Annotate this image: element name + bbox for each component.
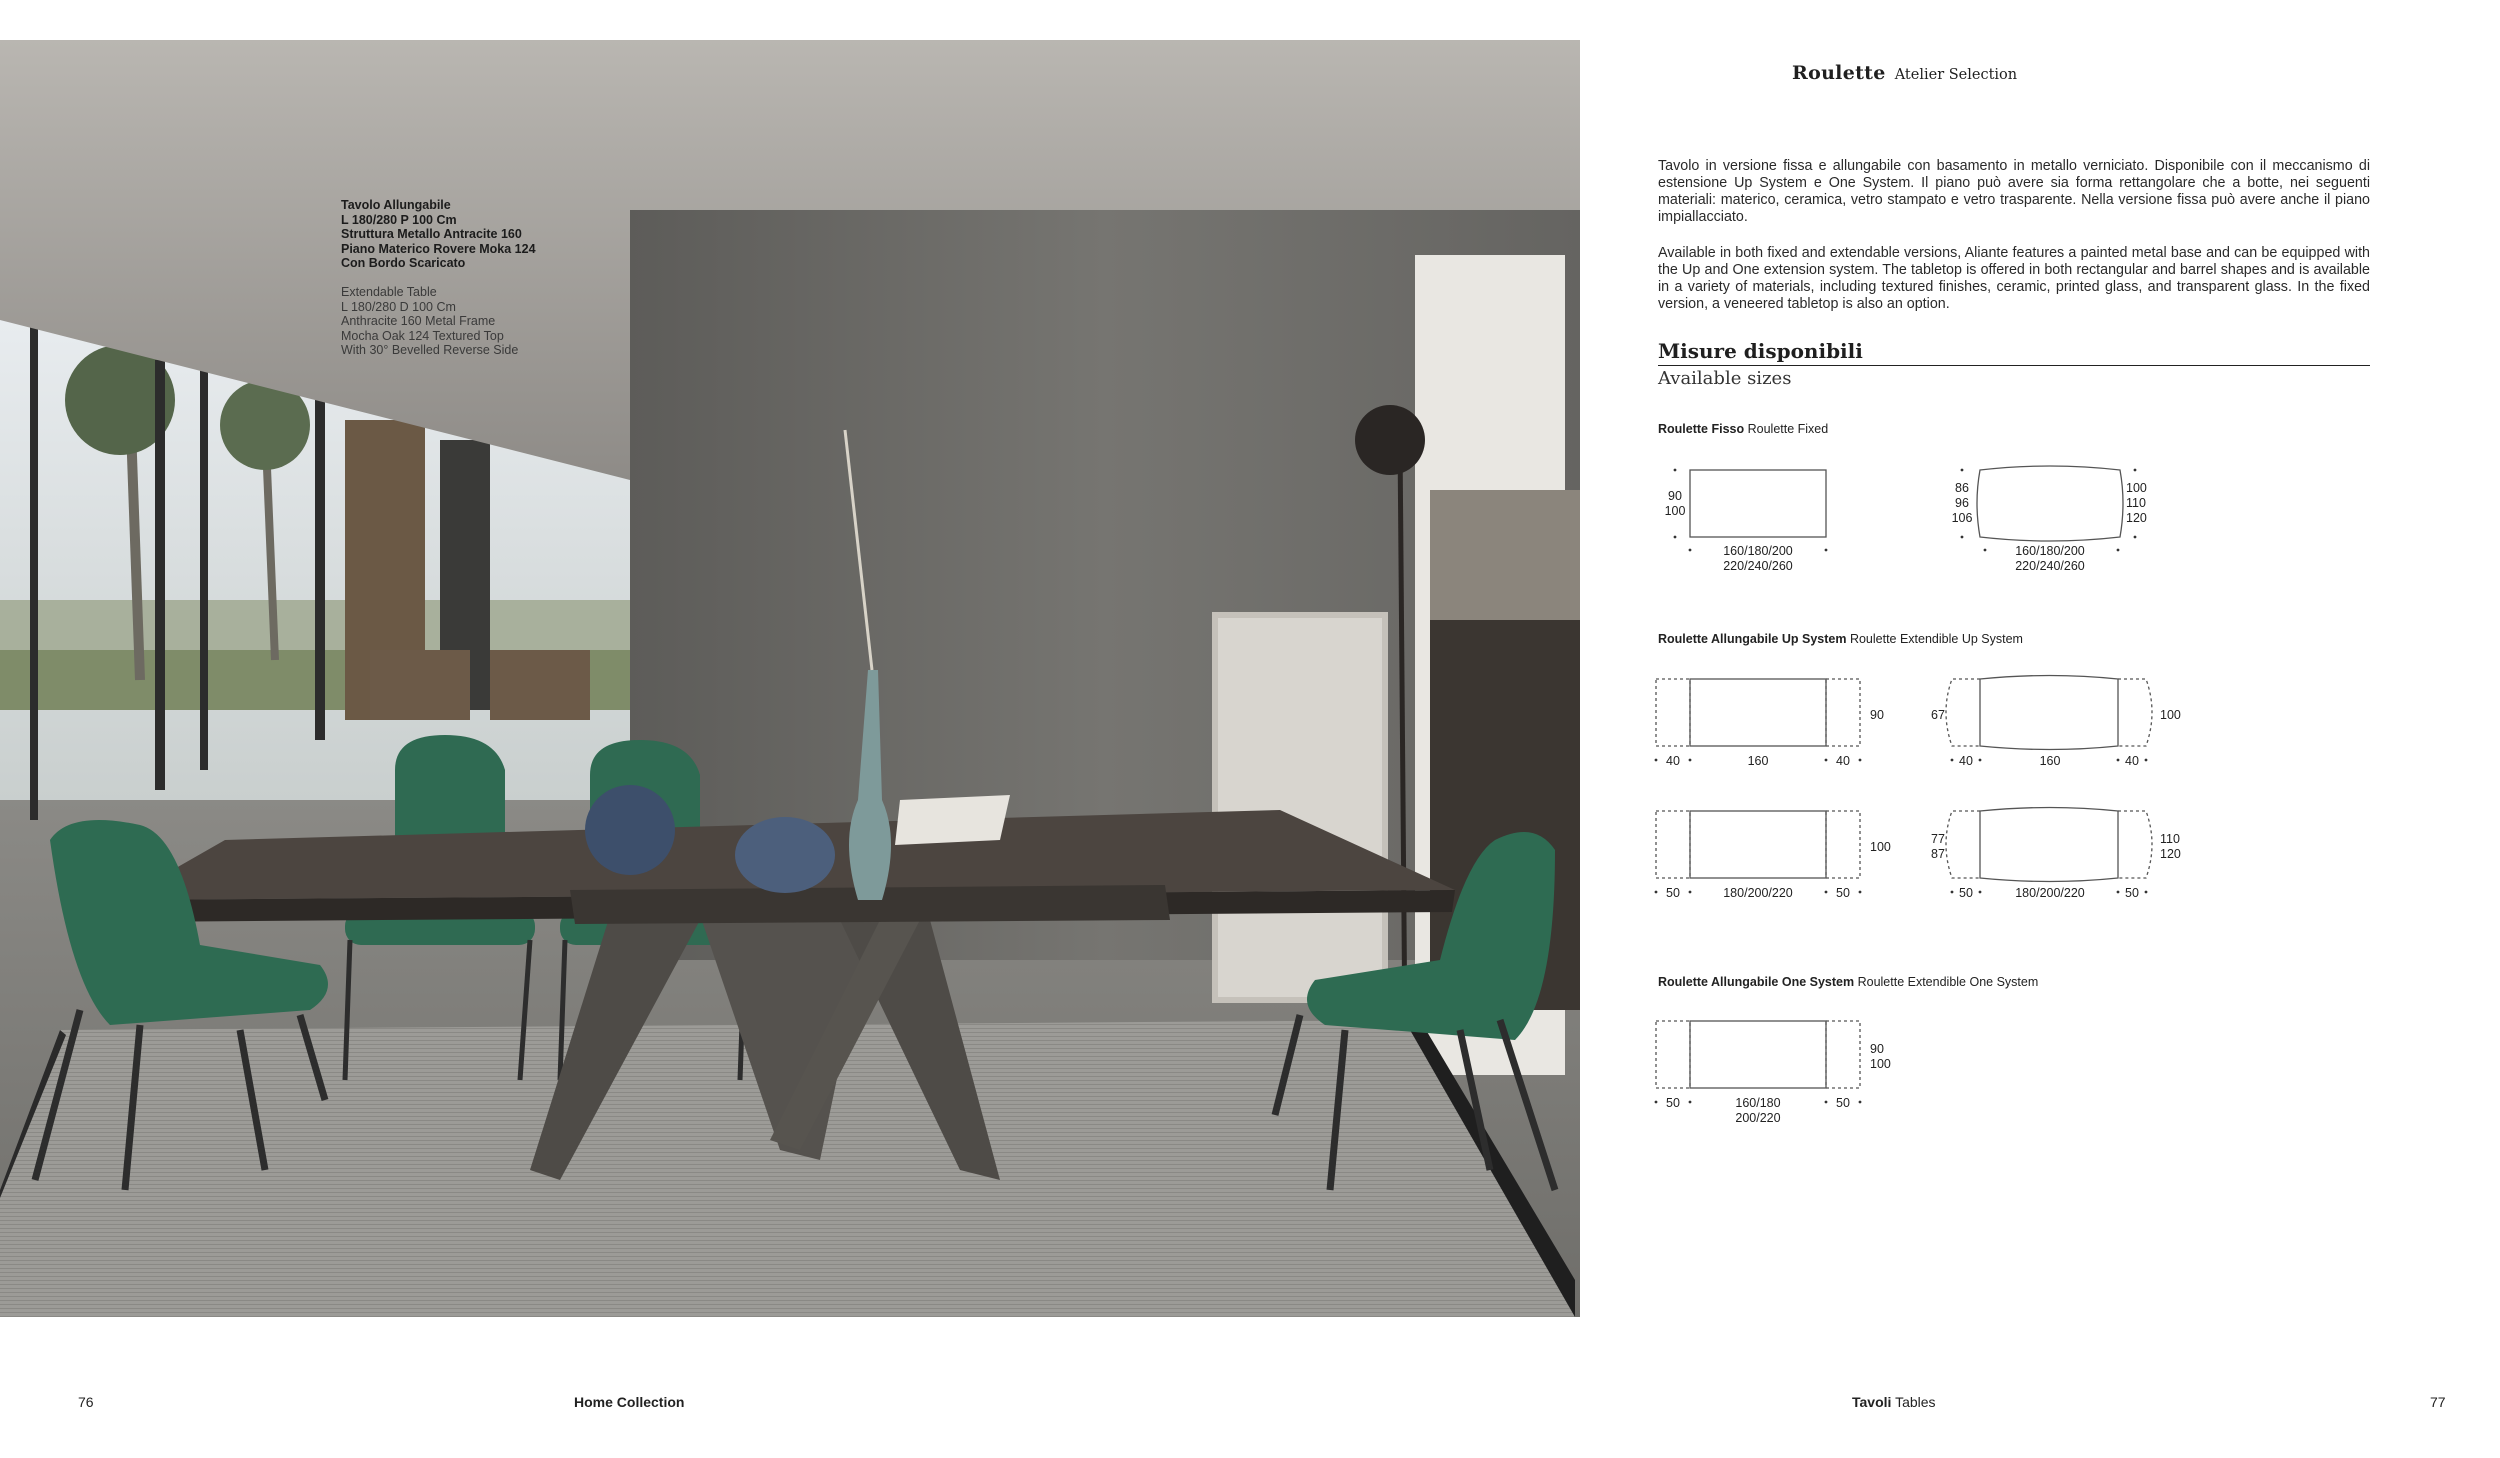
page-number-right: 77 [2430, 1394, 2446, 1410]
dining-room-illustration [0, 40, 1580, 1317]
dim-label: 160/180/200 [2015, 544, 2085, 558]
dim-label: 90 [1870, 708, 1884, 722]
one-rect-diagram [1656, 1021, 1860, 1088]
dim-label: 90 [1668, 489, 1682, 503]
caption-english [341, 285, 601, 358]
dim-label: 67 [1931, 708, 1945, 722]
caption-line: Struttura Metallo Antracite 160 [341, 227, 522, 242]
up-rect-a-diagram [1656, 679, 1860, 746]
dim-label: 180/200/220 [1723, 886, 1793, 900]
product-name: Roulette [1792, 62, 1886, 84]
dim-label: 50 [1666, 886, 1680, 900]
dim-label: 160/180 [1735, 1096, 1781, 1110]
dim-label: 220/240/260 [2015, 559, 2085, 573]
dim-label: 50 [1836, 886, 1850, 900]
dim-label: 100 [2160, 708, 2181, 722]
dim-label: 87 [1931, 847, 1945, 861]
footer-category-it: Tavoli [1852, 1394, 1892, 1410]
dim-label: 100 [2126, 481, 2147, 495]
dim-label: 160 [1747, 754, 1769, 768]
photo-caption [341, 198, 601, 358]
footer-category [1852, 1394, 1936, 1410]
caption-line: Mocha Oak 124 Textured Top [341, 328, 504, 343]
dim-label: 40 [1959, 754, 1973, 768]
fixed-rect-diagram [1690, 470, 1826, 537]
dim-label: 96 [1955, 496, 1969, 510]
sizes-heading-it: Misure disponibili [1658, 339, 1863, 363]
up-barrel-b-diagram [1946, 808, 2152, 882]
caption-italian [341, 198, 601, 271]
dim-label: 50 [1836, 1096, 1850, 1110]
dim-label: 100 [1870, 840, 1891, 854]
product-collection: Atelier Selection [1894, 67, 2018, 83]
dim-label: 100 [1870, 1057, 1891, 1071]
dim-label: 110 [2160, 832, 2180, 846]
dim-label: 50 [1959, 886, 1973, 900]
label-bold: Roulette Allungabile One System [1658, 975, 1855, 989]
dim-label: 160 [2039, 754, 2061, 768]
dim-label: 40 [1836, 754, 1850, 768]
dim-label: 40 [2125, 754, 2139, 768]
caption-line: Tavolo Allungabile [341, 198, 451, 212]
dim-label: 200/220 [1735, 1111, 1781, 1125]
section-label-one-system [1658, 975, 2038, 989]
dim-label: 86 [1955, 481, 1969, 495]
dim-label: 106 [1951, 511, 1973, 525]
product-title [1792, 62, 2017, 84]
section-label-fixed [1658, 422, 1828, 436]
sizes-heading-en: Available sizes [1658, 368, 1792, 389]
label-rest: Roulette Extendible One System [1857, 975, 2039, 989]
label-rest: Roulette Extendible Up System [1849, 632, 2023, 646]
fixed-barrel-diagram [1977, 466, 2123, 541]
dim-label: 120 [2160, 847, 2181, 861]
dim-label: 100 [1664, 504, 1686, 518]
up-rect-b-diagram [1656, 811, 1860, 878]
dim-label: 90 [1870, 1042, 1884, 1056]
label-bold: Roulette Fisso [1658, 422, 1745, 436]
dim-label: 110 [2126, 496, 2146, 510]
label-bold: Roulette Allungabile Up System [1658, 632, 1847, 646]
dim-label: 50 [1666, 1096, 1680, 1110]
caption-line: Anthracite 160 Metal Frame [341, 314, 496, 329]
caption-line: L 180/280 P 100 Cm [341, 212, 457, 227]
description-english: Available in both fixed and extendable versions, Aliante features a painted metal base and can be equipped with the Up and One extension system. The tabletop is offered in both rectangular and barrel shapes and is available in a variety of materials, including textured finishes, ceramic, printed glass, and transparent glass. In the fixed version, a veneered tabletop is also an option. [1658, 245, 2370, 312]
footer-category-en: Tables [1895, 1394, 1936, 1410]
dim-label: 180/200/220 [2015, 886, 2085, 900]
caption-line: Extendable Table [341, 284, 437, 299]
sizes-heading [1658, 338, 2370, 366]
description-italian: Tavolo in versione fissa e allungabile con basamento in metallo verniciato. Disponibile con il meccanismo di estensione Up System e One System. Il piano può avere sia forma rettangolare che a botte, nei seguenti materiali: materico, ceramica, vetro stampato e vetro trasparente. Nella versione fissa può avere anche il piano impiallacciato. [1658, 158, 2370, 225]
caption-line: With 30° Bevelled Reverse Side [341, 343, 519, 358]
section-label-up-system [1658, 632, 2023, 646]
caption-line: Piano Materico Rovere Moka 124 [341, 241, 536, 256]
dim-label: 77 [1931, 832, 1945, 846]
caption-line: L 180/280 D 100 Cm [341, 299, 456, 314]
dim-label: 120 [2126, 511, 2147, 525]
footer-collection: Home Collection [574, 1394, 685, 1410]
dim-label: 40 [1666, 754, 1680, 768]
label-rest: Roulette Fixed [1747, 422, 1829, 436]
page-number-left: 76 [78, 1394, 94, 1410]
dim-label: 50 [2125, 886, 2139, 900]
dim-label: 160/180/200 [1723, 544, 1793, 558]
product-photo [0, 40, 1580, 1317]
dim-label: 220/240/260 [1723, 559, 1793, 573]
caption-line: Con Bordo Scaricato [341, 256, 466, 271]
up-barrel-a-diagram [1946, 676, 2152, 750]
